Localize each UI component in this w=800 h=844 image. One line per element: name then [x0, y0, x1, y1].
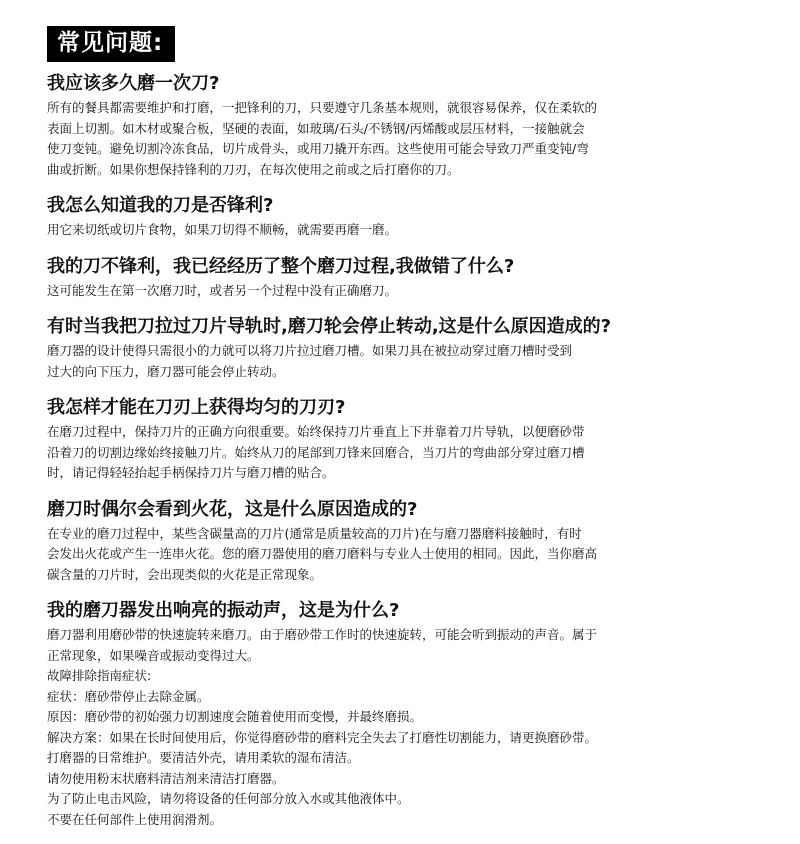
- faq-question: 我的磨刀器发出响亮的振动声，这是为什么?: [47, 600, 400, 621]
- faq-answer: [47, 625, 753, 830]
- faq-question: 我的刀不锋利，我已经经历了整个磨刀过程,我做错了什么?: [47, 255, 515, 277]
- troubleshooting-heading: 故障排除指南症状:: [47, 668, 152, 683]
- faq-question: 我怎么知道我的刀是否锋利?: [47, 195, 274, 216]
- answer-line: 在磨刀过程中，保持刀片的正确方向很重要。始终保持刀片垂直上下并靠着刀片导轨，以便磨砂带: [47, 424, 585, 439]
- symptom-line: 症状：磨砂带停止去除金属。: [47, 688, 210, 704]
- shock-warning-line: 为了防止电击风险，请勿将设备的任何部分放入水或其他液体中。: [47, 791, 410, 806]
- faq-answer: [47, 220, 753, 241]
- answer-line: 在专业的磨刀过程中，某些含碳量高的刀片(通常是质量较高的刀片)在与磨刀器磨料接触时，有时: [47, 525, 582, 541]
- answer-line: 过大的向下压力，磨刀器可能会停止转动。: [47, 363, 285, 379]
- answer-line: 磨刀器的设计使得只需很小的力就可以将刀片拉过磨刀槽。如果刀具在被拉动穿过磨刀槽时受到: [47, 343, 573, 358]
- faq-item: [47, 72, 753, 180]
- faq-answer: [47, 281, 753, 302]
- answer-line: 碳含量的刀片时，会出现类似的火花是正常现象。: [47, 566, 323, 582]
- cleaning-warning-line: 请勿使用粉末状磨料清洁剂来清洁打磨器。: [47, 770, 285, 786]
- faq-item: [47, 194, 753, 241]
- solution-line: 解决方案：如果在长时间使用后，你觉得磨砂带的磨料完全失去了打磨性切割能力，请更换磨砂带。: [47, 729, 598, 745]
- faq-question: 磨刀时偶尔会看到火花，这是什么原因造成的?: [47, 498, 418, 520]
- cause-line: 原因：磨砂带的初始强力切割速度会随着使用而变慢，并最终磨损。: [47, 709, 423, 724]
- faq-answer: [47, 98, 753, 180]
- faq-question: 有时当我把刀拉过刀片导轨时,磨刀轮会停止转动,这是什么原因造成的?: [47, 316, 612, 337]
- answer-line: 沿着刀的切割边缘始终接触刀片。始终从刀的尾部到刀锋来回磨合，当刀片的弯曲部分穿过磨刀槽: [47, 444, 585, 460]
- answer-line: 表面上切割。如木材或聚合板，坚硬的表面，如玻璃/石头/不锈钢/丙烯酸或层压材料，一接触就会: [47, 120, 585, 136]
- answer-line: 磨刀器利用磨砂带的快速旋转来磨刀。由于磨砂带工作时的快速旋转，可能会听到振动的声音。属于: [47, 627, 598, 642]
- answer-line: 用它来切纸或切片食物，如果刀切得不顺畅，就需要再磨一磨。: [47, 222, 398, 237]
- faq-item: [47, 498, 753, 586]
- answer-line: 使刀变钝。避免切割冷冻食品，切片成骨头，或用刀撬开东西。这些使用可能会导致刀严重变钝/弯: [47, 141, 589, 156]
- faq-item: [47, 315, 753, 382]
- faq-item: [47, 396, 753, 484]
- faq-answer: [47, 524, 753, 586]
- faq-question: 我应该多久磨一次刀?: [47, 73, 220, 94]
- page-title: 常见问题:: [47, 26, 175, 62]
- answer-line: 这可能发生在第一次磨刀时，或者另一个过程中没有正确磨刀。: [47, 282, 398, 298]
- faq-answer: [47, 422, 753, 484]
- answer-line: 时，请记得轻轻抬起手柄保持刀片与磨刀槽的贴合。: [47, 465, 335, 480]
- maintenance-line: 打磨器的日常维护。要清洁外壳，请用柔软的湿布清洁。: [47, 750, 360, 765]
- faq-item: [47, 599, 753, 830]
- faq-question: 我怎样才能在刀刃上获得均匀的刀刃?: [47, 397, 346, 418]
- answer-line: 正常现象，如果噪音或振动变得过大。: [47, 647, 260, 663]
- faq-answer: [47, 341, 753, 382]
- answer-line: 会发出火花或产生一连串火花。您的磨刀器使用的磨刀磨料与专业人士使用的相同。因此，当你磨高: [47, 546, 598, 561]
- answer-line: 所有的餐具都需要维护和打磨，一把锋利的刀，只要遵守几条基本规则，就很容易保养，仅在柔软的: [47, 100, 598, 115]
- faq-item: [47, 255, 753, 302]
- answer-line: 曲或折断。如果你想保持锋利的刀刃，在每次使用之前或之后打磨你的刀。: [47, 161, 460, 177]
- lubricant-warning-line: 不要在任何部件上使用润滑剂。: [47, 811, 223, 827]
- faq-list: [47, 72, 753, 844]
